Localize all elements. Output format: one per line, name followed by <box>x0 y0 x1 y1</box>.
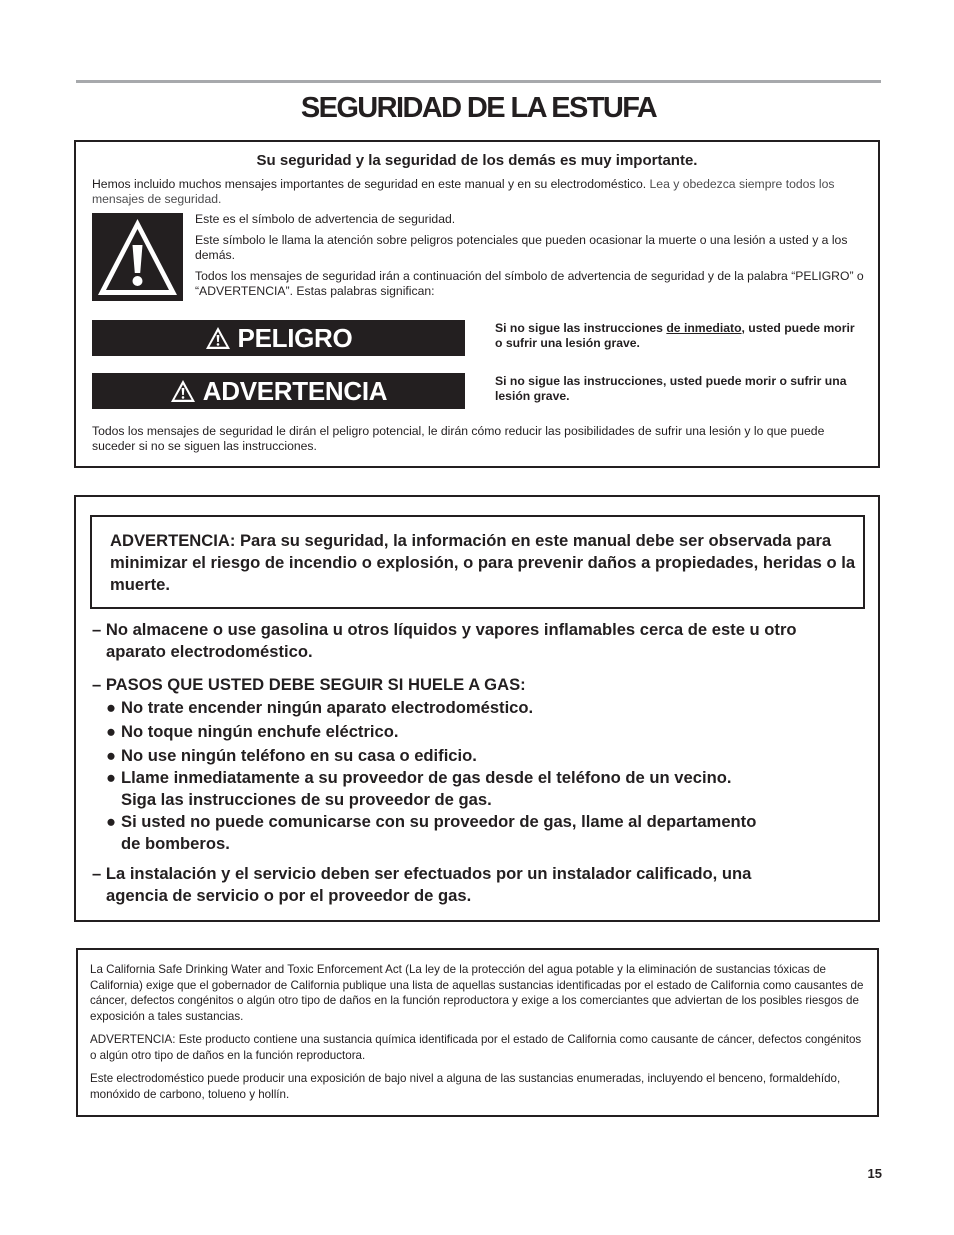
safety-info-box <box>74 140 880 468</box>
top-rule <box>76 80 881 83</box>
warning-text: ADVERTENCIA: Para su seguridad, la información en este manual debe ser observada para minimizar el riesgo de incendio o explosión, o para prevenir daños a propiedades, heridas o la muerte. <box>110 531 856 594</box>
intro-text: Hemos incluido muchos mensajes importantes de seguridad en este manual y en su electrodoméstico. <box>92 177 650 191</box>
gas-step <box>106 745 846 767</box>
peligro-banner <box>92 320 465 356</box>
peligro-desc-text: Si no sigue las instrucciones <box>495 321 667 335</box>
page-number: 15 <box>867 1166 882 1181</box>
gas-step <box>106 811 846 855</box>
symbol-line: Todos los mensajes de seguridad irán a continuación del símbolo de advertencia de seguridad y de la palabra “PELIGRO” o “ADVERTENCIA”. Estas palabras significan: <box>195 269 864 298</box>
advertencia-label: ADVERTENCIA <box>202 375 388 406</box>
bullet-icon: ● <box>106 698 117 717</box>
bullet-icon: ● <box>106 812 117 831</box>
gas-step-text: No use ningún teléfono en su casa o edificio. <box>121 746 477 765</box>
warning-triangle-icon <box>170 379 196 403</box>
gas-step-text: Si usted no puede comunicarse con su proveedor de gas, llame al departamento <box>121 812 757 831</box>
peligro-description <box>495 321 865 351</box>
page-title: SEGURIDAD DE LA ESTUFA <box>300 92 657 124</box>
symbol-explanation <box>195 212 867 305</box>
peligro-desc-text: , usted puede morir o sufrir una lesión grave. <box>495 321 855 350</box>
peligro-label: PELIGRO <box>237 322 353 353</box>
gas-item-text: – La instalación y el servicio deben ser efectuados por un instalador calificado, una <box>92 864 752 883</box>
bullet-icon: ● <box>106 722 117 741</box>
california-paragraph: Este electrodoméstico puede producir una exposición de bajo nivel a alguna de las sustancias enumeradas, incluyendo el benceno, formaldehído, monóxido de carbono, tolueno y hollín. <box>90 1072 841 1101</box>
peligro-desc-underlined: de inmediato <box>666 321 742 335</box>
gas-warning-box <box>74 495 880 922</box>
safety-heading: Su seguridad y la seguridad de los demás es muy importante. <box>256 152 698 169</box>
gas-item <box>92 619 867 663</box>
warning-inner-box <box>90 515 865 609</box>
gas-step <box>106 721 846 743</box>
gas-item: – PASOS QUE USTED DEBE SEGUIR SI HUELE A GAS: <box>92 675 526 694</box>
warning-triangle-icon <box>205 326 231 350</box>
safety-alert-triangle-icon <box>92 213 183 301</box>
gas-item <box>92 863 867 907</box>
gas-item-text: – No almacene o use gasolina u otros líquidos y vapores inflamables cerca de este u otro <box>92 620 797 639</box>
safety-closing: Todos los mensajes de seguridad le dirán el peligro potencial, le dirán cómo reducir las posibilidades de sufrir una lesión y lo que puede suceder si no se siguen las instrucciones. <box>92 424 825 453</box>
safety-intro <box>92 177 867 207</box>
advertencia-description: Si no sigue las instrucciones, usted puede morir o sufrir una lesión grave. <box>495 374 847 403</box>
gas-step-text: No toque ningún enchufe eléctrico. <box>121 722 399 741</box>
california-box <box>76 948 879 1117</box>
gas-step-text: Llame inmediatamente a su proveedor de gas desde el teléfono de un vecino. <box>121 768 732 787</box>
gas-step-text: No trate encender ningún aparato electrodoméstico. <box>121 698 534 717</box>
intro-emphasis: Lea y obedezca siempre todos los mensajes de seguridad. <box>92 177 835 206</box>
bullet-icon: ● <box>106 746 117 765</box>
california-paragraph: La California Safe Drinking Water and Toxic Enforcement Act (La ley de la protección del agua potable y la eliminación de sustancias tóxicas de California) exige que el gobernador de California publique una lista de aquellas sustancias identificadas por el estado de California como causantes de cáncer, defectos congénitos o algún otro tipo de daños en la función reproductora y exige a los comerciantes que adviertan de los posibles riesgos de exposición a tales sustancias. <box>90 963 864 1023</box>
gas-step <box>106 697 846 719</box>
gas-step-text: Siga las instrucciones de su proveedor de gas. <box>121 790 492 809</box>
gas-step <box>106 767 846 811</box>
advertencia-banner <box>92 373 465 409</box>
bullet-icon: ● <box>106 768 117 787</box>
symbol-line: Este es el símbolo de advertencia de seguridad. <box>195 212 456 226</box>
symbol-line: Este símbolo le llama la atención sobre peligros potenciales que pueden ocasionar la muerte o una lesión a usted y a los demás. <box>195 233 848 262</box>
california-paragraph: ADVERTENCIA: Este producto contiene una sustancia química identificada por el estado de California como causante de cáncer, defectos congénitos o algún otro tipo de daños en la función reproductora. <box>90 1033 862 1062</box>
gas-step-text: de bomberos. <box>121 834 230 853</box>
gas-item-text: agencia de servicio o por el proveedor de gas. <box>106 886 472 905</box>
gas-item-text: aparato electrodoméstico. <box>106 642 313 661</box>
